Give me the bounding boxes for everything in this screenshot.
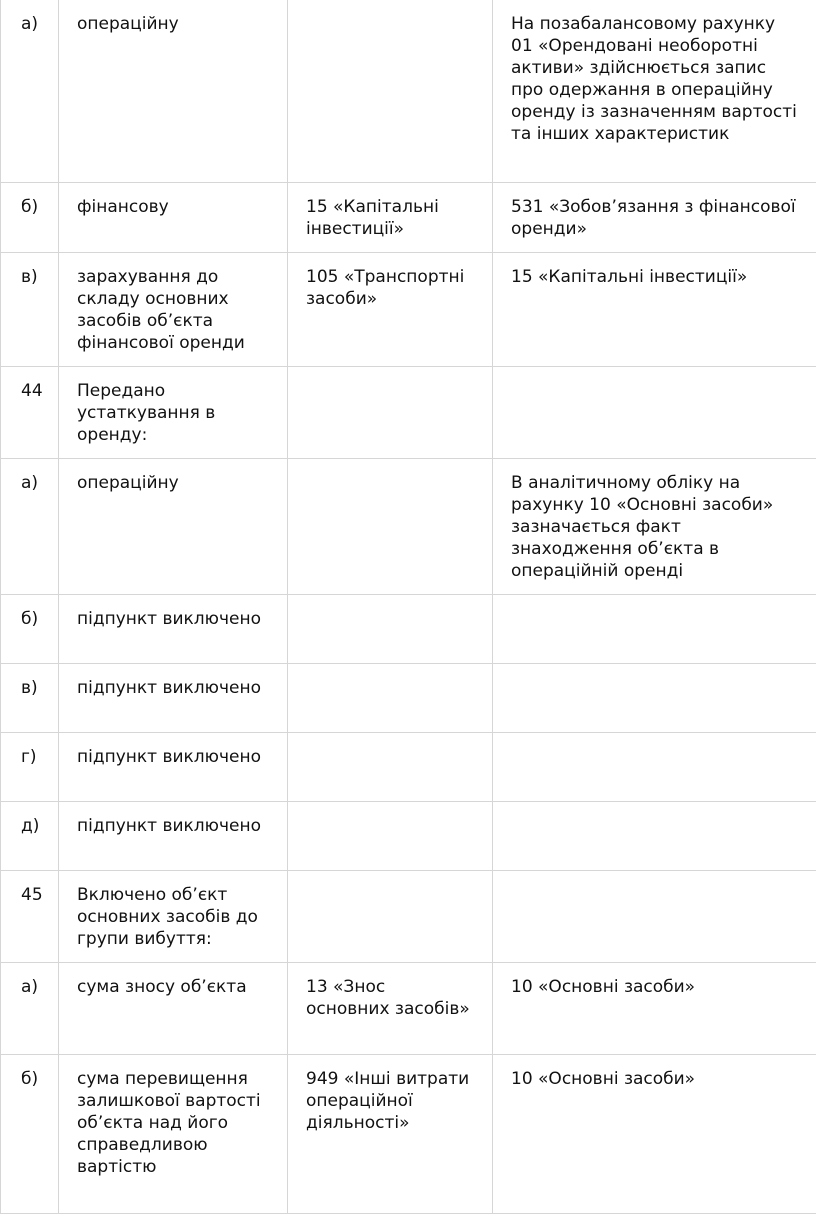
debit-account <box>288 664 493 733</box>
debit-account <box>288 733 493 802</box>
row-number: а) <box>1 0 59 183</box>
debit-account <box>288 0 493 183</box>
credit-account <box>493 367 816 459</box>
table-row <box>1 367 816 459</box>
credit-account <box>493 595 816 664</box>
row-number: г) <box>1 733 59 802</box>
operation-description: підпункт виключено <box>59 595 288 664</box>
debit-account: 949 «Інші витрати операційної діяльності» <box>288 1055 493 1214</box>
debit-account: 15 «Капітальні інвестиції» <box>288 183 493 253</box>
row-number: в) <box>1 253 59 367</box>
row-number: б) <box>1 183 59 253</box>
credit-account: 10 «Основні засоби» <box>493 963 816 1055</box>
table-row <box>1 802 816 871</box>
debit-account <box>288 367 493 459</box>
table-row <box>1 0 816 183</box>
table-row <box>1 871 816 963</box>
table-row <box>1 1055 816 1214</box>
credit-account: В аналітичному обліку на рахунку 10 «Основні засоби» зазначається факт знаходження об’єкта в операційній оренді <box>493 459 816 595</box>
operation-description: операційну <box>59 459 288 595</box>
table-row <box>1 183 816 253</box>
table-row <box>1 733 816 802</box>
debit-account: 105 «Транспортні засоби» <box>288 253 493 367</box>
table-row <box>1 459 816 595</box>
row-number: д) <box>1 802 59 871</box>
debit-account: 13 «Знос основних засобів» <box>288 963 493 1055</box>
operation-description: фінансову <box>59 183 288 253</box>
row-number: б) <box>1 595 59 664</box>
credit-account <box>493 664 816 733</box>
credit-account: 15 «Капітальні інвестиції» <box>493 253 816 367</box>
table-row <box>1 253 816 367</box>
table-row <box>1 664 816 733</box>
credit-account <box>493 871 816 963</box>
operation-description: операційну <box>59 0 288 183</box>
operation-description: Включено об’єкт основних засобів до групи вибуття: <box>59 871 288 963</box>
debit-account <box>288 802 493 871</box>
credit-account: 531 «Зобов’язання з фінансової оренди» <box>493 183 816 253</box>
debit-account <box>288 595 493 664</box>
row-number: 44 <box>1 367 59 459</box>
credit-account <box>493 802 816 871</box>
credit-account: На позабалансовому рахунку 01 «Орендовані необоротні активи» здійснюється запис про одержання в операційну оренду із зазначенням вартості та інших характеристик <box>493 0 816 183</box>
operation-description: зарахування до складу основних засобів об’єкта фінансової оренди <box>59 253 288 367</box>
operation-description: сума перевищення залишкової вартості об’єкта над його справедливою вартістю <box>59 1055 288 1214</box>
operation-description: підпункт виключено <box>59 733 288 802</box>
row-number: 45 <box>1 871 59 963</box>
operation-description: підпункт виключено <box>59 664 288 733</box>
table-row <box>1 595 816 664</box>
debit-account <box>288 871 493 963</box>
operation-description: Передано устаткування в оренду: <box>59 367 288 459</box>
operation-description: сума зносу об’єкта <box>59 963 288 1055</box>
table-row <box>1 963 816 1055</box>
operation-description: підпункт виключено <box>59 802 288 871</box>
row-number: б) <box>1 1055 59 1214</box>
credit-account <box>493 733 816 802</box>
row-number: а) <box>1 963 59 1055</box>
credit-account: 10 «Основні засоби» <box>493 1055 816 1214</box>
row-number: в) <box>1 664 59 733</box>
debit-account <box>288 459 493 595</box>
row-number: а) <box>1 459 59 595</box>
